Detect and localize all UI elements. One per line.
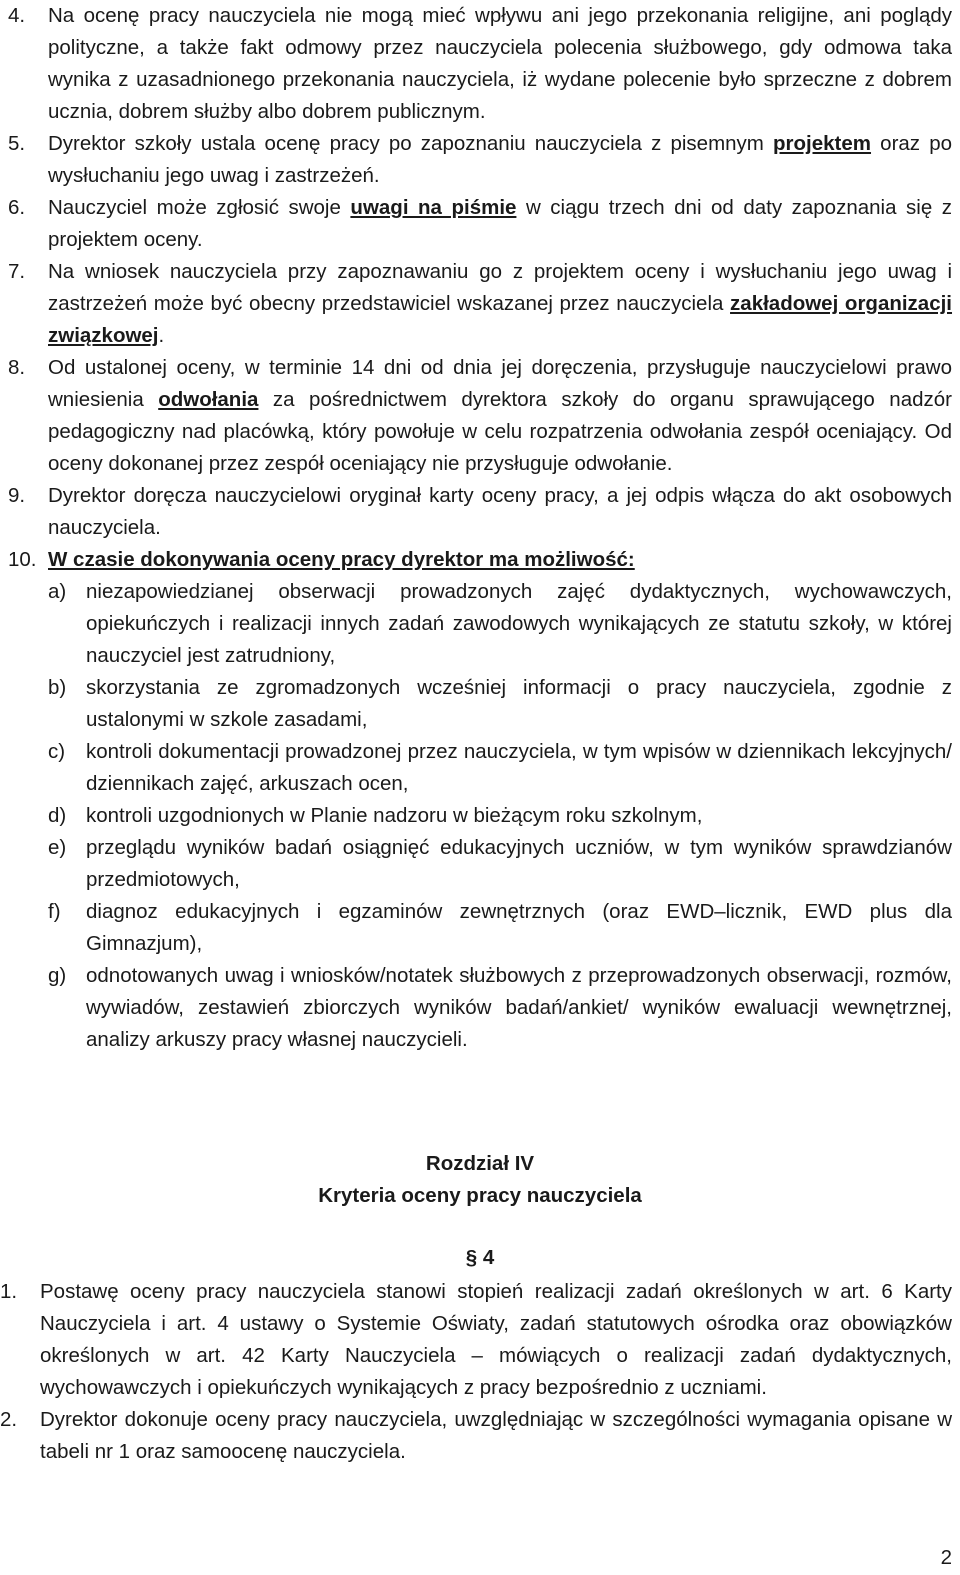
item-number: 4. [8,4,26,27]
list-item [8,128,952,192]
item-text: w ciągu trzech dni od daty zapoznania się z projektem oceny. [48,196,952,251]
list-item [8,544,952,576]
list-item [0,1404,952,1468]
emphasized-text: zakładowej organizacji związkowej [48,292,953,347]
item-number: 8. [8,356,26,379]
sub-item-text: kontroli dokumentacji prowadzonej przez nauczyciela, w tym wpisów w dziennikach lekcyjnych/ dziennikach zajęć, arkuszach ocen, [86,740,952,795]
item-number: 2. [0,1408,18,1431]
numbered-list [8,0,952,1056]
sub-item [8,832,952,896]
list-item [8,192,952,256]
item-text: Dyrektor szkoły ustala ocenę pracy po zapoznaniu nauczyciela z pisemnym [48,132,774,155]
item-number: 6. [8,196,26,219]
sub-item-text: niezapowiedzianej obserwacji prowadzonych zajęć dydaktycznych, wychowawczych, opiekuńczych i realizacji innych zadań zawodowych wynikających ze statutu szkoły, w której nauczyciel jest zatrudniony, [86,580,952,667]
item-text: Od ustalonej oceny, w terminie 14 dni od dnia jej doręczenia, przysługuje nauczycielowi prawo wniesienia [48,356,952,411]
item-number: 7. [8,260,26,283]
list-item [8,0,952,128]
sub-item-text: diagnoz edukacyjnych i egzaminów zewnętrznych (oraz EWD–licznik, EWD plus dla Gimnazjum), [86,900,952,955]
sub-item-text: kontroli uzgodnionych w Planie nadzoru w bieżącym roku szkolnym, [86,804,703,827]
item-text: za pośrednictwem dyrektora szkoły do organu sprawującego nadzór pedagogiczny nad placówką, który powołuje w celu rozpatrzenia odwołania zespół oceniający. Od oceny dokonanej przez zespół oceniający nie przysługuje odwołanie. [48,388,952,475]
item-text: Na ocenę pracy nauczyciela nie mogą mieć wpływu ani jego przekonania religijne, ani poglądy polityczne, a także fakt odmowy przez nauczyciela polecenia służbowego, gdy odmowa taka wynika z uzasadnionego przekonania nauczyciela, iż wydane polecenie było sprzeczne z dobrem ucznia, dobrem służby albo dobrem publicznym. [48,4,952,123]
item-number: 1. [0,1280,18,1303]
sub-item [8,896,952,960]
list-item [8,352,952,480]
emphasized-text: W czasie dokonywania oceny pracy dyrektor ma możliwość: [48,548,635,571]
sub-item-label: e) [48,836,67,859]
item-text: . [158,324,165,347]
sub-item [8,576,952,672]
section-symbol: § 4 [465,1246,495,1269]
chapter-subtitle: Kryteria oceny pracy nauczyciela [318,1184,642,1207]
sub-item [8,800,952,832]
emphasized-text: projektem [773,132,872,155]
sub-item-text: odnotowanych uwag i wniosków/notatek służbowych z przeprowadzonych obserwacji, rozmów, wywiadów, zestawień zbiorczych wyników badań/ankiet/ wyników ewaluacji wewnętrznej, analizy arkuszy pracy własnej nauczycieli. [86,964,952,1051]
item-number: 9. [8,484,26,507]
sub-item-label: a) [48,580,67,603]
item-text: Dyrektor doręcza nauczycielowi oryginał karty oceny pracy, a jej odpis włącza do akt osobowych nauczyciela. [48,484,952,539]
item-text: Postawę oceny pracy nauczyciela stanowi stopień realizacji zadań określonych w art. 6 Karty Nauczyciela i art. 4 ustawy o Systemie Oświaty, zadań statutowych ośrodka oraz obowiązków określonych w art. 42 Karty Nauczyciela – mówiących o realizacji zadań dydaktycznych, wychowawczych i opiekuńczych wynikających z pracy bezpośrednio z uczniami. [40,1280,952,1399]
page-number: 2 [940,1546,952,1569]
section-list [0,1276,952,1468]
item-number: 5. [8,132,26,155]
sub-item-label: f) [48,900,61,923]
item-number: 10. [8,548,37,571]
sub-item-label: b) [48,676,67,699]
sub-item [8,960,952,1056]
sub-item-text: przeglądu wyników badań osiągnięć edukacyjnych uczniów, w tym wyników sprawdzianów przedmiotowych, [86,836,952,891]
item-text: Dyrektor dokonuje oceny pracy nauczyciela, uwzględniając w szczególności wymagania opisane w tabeli nr 1 oraz samoocenę nauczyciela. [40,1408,952,1463]
list-item [8,480,952,544]
sub-item-text: skorzystania ze zgromadzonych wcześniej informacji o pracy nauczyciela, zgodnie z ustalonymi w szkole zasadami, [86,676,952,731]
emphasized-text: odwołania [158,388,259,411]
sub-item-label: d) [48,804,67,827]
sub-item [8,672,952,736]
sub-item [8,736,952,800]
item-text: Na wniosek nauczyciela przy zapoznawaniu go z projektem oceny i wysłuchaniu jego uwag i zastrzeżeń może być obecny przedstawiciel wskazanej przez nauczyciela [48,260,952,315]
chapter-title: Rozdział IV [425,1152,535,1175]
sub-item-label: g) [48,964,67,987]
sub-item-label: c) [48,740,66,763]
emphasized-text: uwagi na piśmie [350,196,517,219]
list-item [8,256,952,352]
list-item [0,1276,952,1404]
item-text: oraz po wysłuchaniu jego uwag i zastrzeżeń. [48,132,952,187]
item-text: Nauczyciel może zgłosić swoje [48,196,351,219]
